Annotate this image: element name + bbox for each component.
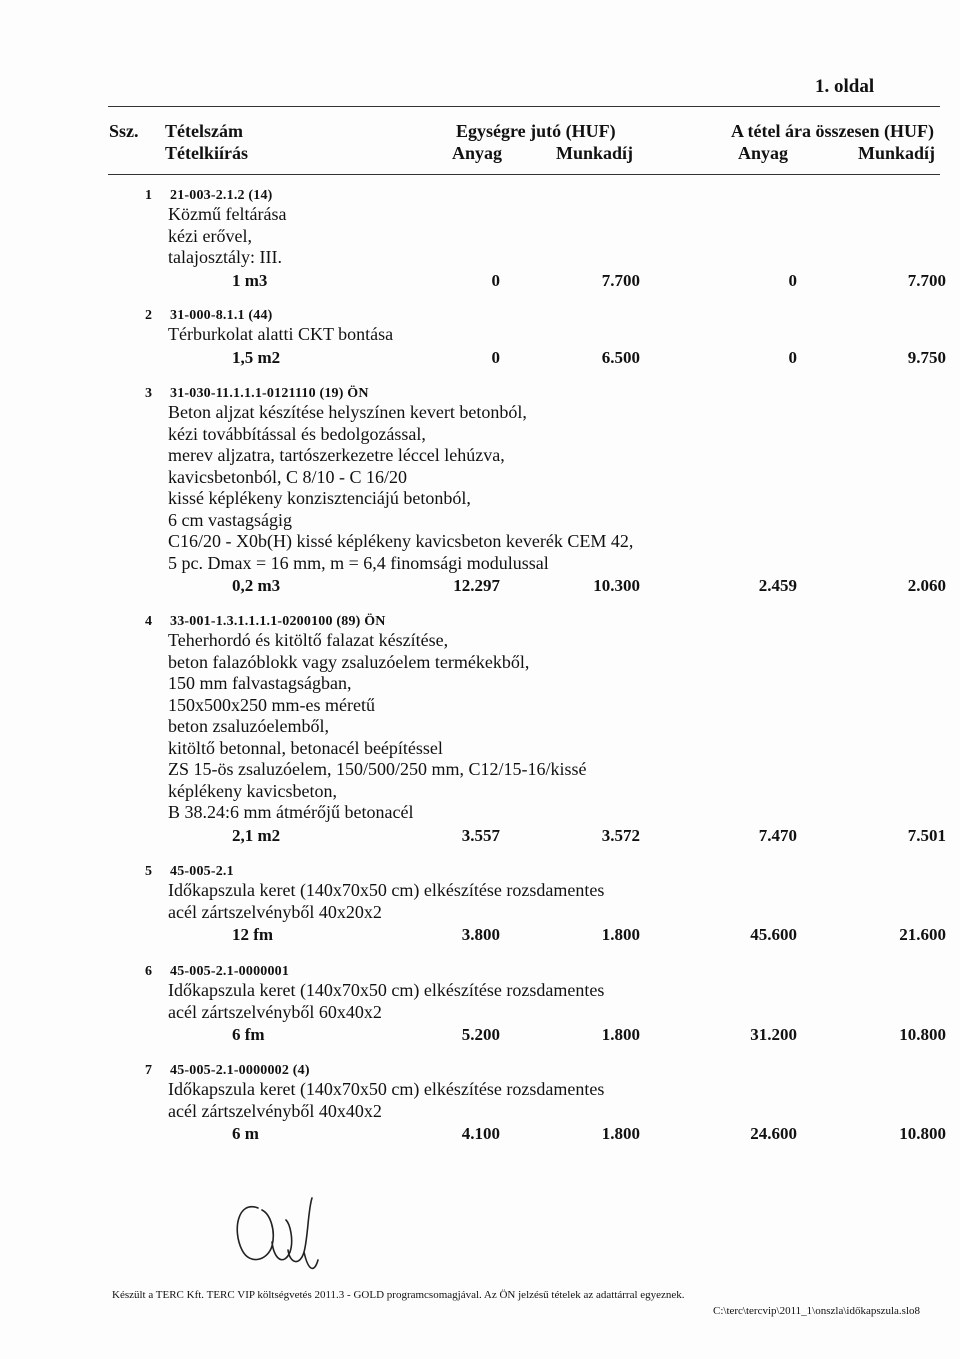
item-description-line: Beton aljzat készítése helyszínen kevert betonból, <box>168 402 527 422</box>
item-description-line: 5 pc. Dmax = 16 mm, m = 6,4 finomsági modulussal <box>168 552 549 573</box>
signature-icon <box>228 1180 338 1275</box>
item-description-line: ZS 15-ös zsaluzóelem, 150/500/250 mm, C12/15-16/kissé <box>168 759 587 779</box>
row-number: 7 <box>145 1063 152 1078</box>
item-description-line: Teherhordó és kitöltő falazat készítése, <box>168 630 449 650</box>
row-number: 3 <box>145 386 152 401</box>
col-total-group: A tétel ára összesen (HUF) <box>731 121 934 141</box>
item-code: 31-030-11.1.1.1-0121110 (19) ÖN <box>170 386 369 401</box>
total-labor-price: 9.750 <box>907 347 946 367</box>
unit-material-price: 5.200 <box>461 1025 500 1044</box>
item-quantity: 12 fm <box>232 925 274 944</box>
col-ssz: Ssz. <box>109 121 139 141</box>
item-code: 45-005-2.1-0000002 (4) <box>170 1063 310 1078</box>
unit-labor-price: 1.800 <box>601 1025 640 1044</box>
item-description-line: képlékeny kavicsbeton, <box>168 780 337 801</box>
total-labor-price: 21.600 <box>899 925 946 944</box>
total-material-price: 0 <box>788 270 797 290</box>
total-labor-price: 7.700 <box>907 270 946 290</box>
item-description-line: kézi továbbítással és bedolgozással, <box>168 423 426 444</box>
header-bottom-rule <box>108 174 940 175</box>
total-labor-price: 10.800 <box>899 1025 946 1044</box>
total-material-price: 31.200 <box>750 1025 797 1044</box>
item-quantity: 2,1 m2 <box>232 825 281 845</box>
item-description-line: acél zártszelvényből 40x20x2 <box>168 901 382 922</box>
item-description-line: Közmű feltárása <box>168 204 287 224</box>
col-unit-munkadij: Munkadíj <box>556 143 634 163</box>
total-material-price: 0 <box>788 347 797 367</box>
unit-labor-price: 6.500 <box>601 347 640 367</box>
row-number: 5 <box>145 864 152 879</box>
row-number: 6 <box>145 964 152 979</box>
item-quantity: 6 m <box>232 1124 259 1143</box>
item-description-line: B 38.24:6 mm átmérőjű betonacél <box>168 802 414 822</box>
page-number: 1. oldal <box>815 76 875 97</box>
row-number: 4 <box>145 614 152 629</box>
total-material-price: 2.459 <box>758 576 797 595</box>
item-quantity: 1 m3 <box>232 270 268 290</box>
item-description-line: 6 cm vastagságig <box>168 509 292 530</box>
row-number: 1 <box>145 188 152 203</box>
item-description-line: kézi erővel, <box>168 225 252 246</box>
col-unit-anyag: Anyag <box>452 143 503 163</box>
unit-material-price: 3.800 <box>461 925 500 944</box>
item-description-line: C16/20 - X0b(H) kissé képlékeny kavicsbeton keverék CEM 42, <box>168 531 634 551</box>
unit-material-price: 0 <box>491 270 500 290</box>
item-code: 33-001-1.3.1.1.1.1-0200100 (89) ÖN <box>170 614 386 629</box>
item-quantity: 6 fm <box>232 1025 265 1044</box>
unit-labor-price: 3.572 <box>601 825 640 845</box>
unit-labor-price: 1.800 <box>601 1124 640 1143</box>
item-description-line: Térburkolat alatti CKT bontása <box>168 324 394 344</box>
item-quantity: 1,5 m2 <box>232 347 281 367</box>
unit-labor-price: 1.800 <box>601 925 640 944</box>
total-labor-price: 7.501 <box>907 825 946 845</box>
item-code: 31-000-8.1.1 (44) <box>170 308 273 323</box>
item-code: 45-005-2.1-0000001 <box>170 964 290 979</box>
total-material-price: 45.600 <box>750 925 797 944</box>
col-tetelkiiras: Tételkiírás <box>165 143 248 163</box>
item-description-line: kitöltő betonnal, betonacél beépítéssel <box>168 737 443 758</box>
item-description-line: beton zsaluzóelemből, <box>168 716 329 736</box>
total-material-price: 7.470 <box>758 825 797 845</box>
item-description-line: 150x500x250 mm-es méretű <box>168 694 375 715</box>
footer-path: C:\terc\tercvip\2011_1\onszla\időkapszula.slo8 <box>713 1305 921 1317</box>
footer-made-by: Készült a TERC Kft. TERC VIP költségvetés 2011.3 - GOLD programcsomagjával. Az ÖN jelzésű tételek az adattárral egyeznek. <box>112 1289 685 1301</box>
item-description-line: acél zártszelvényből 60x40x2 <box>168 1001 382 1022</box>
item-description-line: merev aljzatra, tartószerkezetre léccel lehúzva, <box>168 445 505 465</box>
unit-material-price: 12.297 <box>453 576 500 595</box>
item-quantity: 0,2 m3 <box>232 576 281 595</box>
unit-material-price: 4.100 <box>461 1124 500 1143</box>
col-total-anyag: Anyag <box>738 143 789 163</box>
item-description-line: 150 mm falvastagságban, <box>168 673 352 693</box>
total-material-price: 24.600 <box>750 1124 797 1143</box>
total-labor-price: 2.060 <box>907 576 946 595</box>
col-unit-group: Egységre jutó (HUF) <box>456 121 616 141</box>
unit-labor-price: 7.700 <box>601 270 640 290</box>
item-description-line: acél zártszelvényből 40x40x2 <box>168 1100 382 1121</box>
item-description-line: beton falazóblokk vagy zsaluzóelem termékekből, <box>168 651 530 672</box>
unit-material-price: 0 <box>491 347 500 367</box>
header-top-rule <box>108 106 940 107</box>
item-description-line: kissé képlékeny konzisztenciájú betonból, <box>168 488 471 508</box>
item-code: 45-005-2.1 <box>170 864 234 879</box>
unit-labor-price: 10.300 <box>593 576 640 595</box>
item-description-line: Időkapszula keret (140x70x50 cm) elkészítése rozsdamentes <box>168 880 605 900</box>
item-code: 21-003-2.1.2 (14) <box>170 188 273 203</box>
item-description-line: kavicsbetonból, C 8/10 - C 16/20 <box>168 466 407 487</box>
item-description-line: Időkapszula keret (140x70x50 cm) elkészítése rozsdamentes <box>168 980 605 1000</box>
item-description-line: Időkapszula keret (140x70x50 cm) elkészítése rozsdamentes <box>168 1079 605 1099</box>
col-tetelszam: Tételszám <box>165 121 243 141</box>
total-labor-price: 10.800 <box>899 1124 946 1143</box>
unit-material-price: 3.557 <box>461 825 500 845</box>
row-number: 2 <box>145 308 152 323</box>
item-description-line: talajosztály: III. <box>168 247 282 267</box>
col-total-munkadij: Munkadíj <box>858 143 936 163</box>
